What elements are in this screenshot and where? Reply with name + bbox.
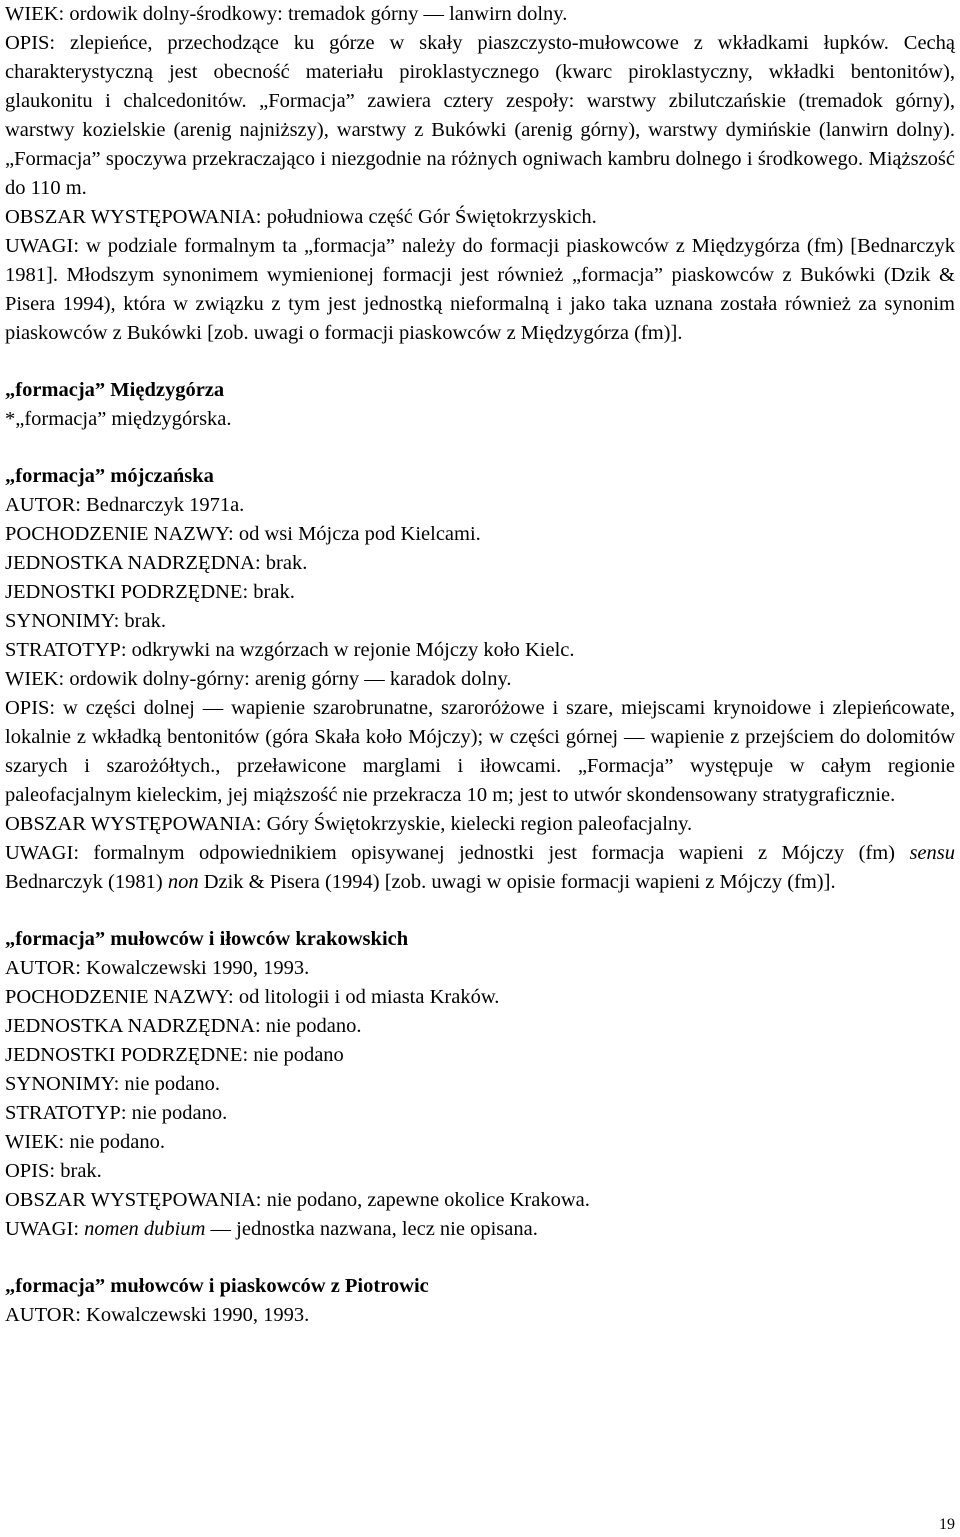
entry-heading: „formacja” mułowców i piaskowców z Piotrowic — [5, 1275, 429, 1297]
entry-mojczanska — [5, 462, 955, 897]
nadrzedna-line: JEDNOSTKA NADRZĘDNA: brak. — [5, 552, 308, 574]
page-number: 19 — [939, 1516, 955, 1533]
autor-line: AUTOR: Bednarczyk 1971a. — [5, 494, 245, 516]
uwagi-suffix: — jednostka nazwana, lecz nie opisana. — [205, 1218, 538, 1240]
uwagi-middle: Bednarczyk (1981) — [5, 871, 168, 893]
uwagi-prefix: UWAGI: — [5, 1218, 85, 1240]
entry-miedzygorza — [5, 376, 955, 434]
obszar-line: OBSZAR WYSTĘPOWANIA: Góry Świętokrzyskie, kielecki region paleofacjalny. — [5, 813, 693, 835]
obszar-line: OBSZAR WYSTĘPOWANIA: południowa część Gór Świętokrzyskich. — [5, 206, 597, 228]
pochodzenie-line: POCHODZENIE NAZWY: od litologii i od miasta Kraków. — [5, 986, 500, 1008]
opis-paragraph: OPIS: zlepieńce, przechodzące ku górze w skały piaszczysto-mułowcowe z wkładkami łupków. Cechą charakterystyczną jest obecność materiału piroklastycznego (kwarc piroklastyczny, wkładki bentonitów), glaukonitu i chalcedonitów. „Formacja” zawiera cztery zespoły: warstwy zbilutczańskie (tremadok górny), warstwy kozielskie (arenig najniższy), warstwy z Bukówki (arenig górny), warstwy dymińskie (lanwirn dolny). „Formacja” spoczywa przekraczająco i niezgodnie na różnych ogniwach kambru dolnego i środkowego. Miąższość do 110 m. — [5, 32, 955, 199]
entry-heading: „formacja” mójczańska — [5, 465, 214, 487]
pochodzenie-line: POCHODZENIE NAZWY: od wsi Mójcza pod Kielcami. — [5, 523, 481, 545]
wiek-line: WIEK: nie podano. — [5, 1131, 165, 1153]
uwagi-paragraph: UWAGI: w podziale formalnym ta „formacja” należy do formacji piaskowców z Międzygórza (fm) [Bednarczyk 1981]. Młodszym synonimem wymienionej formacji jest również „formacja” piaskowców z Bukówki (Dzik & Pisera 1994), która w związku z tym jest jednostką nieformalną i jako taka uznana została również za synonim piaskowców z Bukówki [zob. uwagi o formacji piaskowców z Międzygórza (fm)]. — [5, 235, 955, 344]
uwagi-italic-sensu: sensu — [909, 842, 955, 864]
nadrzedna-line: JEDNOSTKA NADRZĘDNA: nie podano. — [5, 1015, 362, 1037]
entry-piotrowic — [5, 1272, 955, 1330]
uwagi-prefix: UWAGI: formalnym odpowiednikiem opisywanej jednostki jest formacja wapieni z Mójczy (fm) — [5, 842, 910, 864]
opis-line: OPIS: brak. — [5, 1160, 102, 1182]
opis-paragraph: OPIS: w części dolnej — wapienie szarobrunatne, szaroróżowe i szare, miejscami krynoidowe i zlepieńcowate, lokalnie z wkładką bentonitów (góra Skała koło Mójczy); w części górnej — wapienie z przejściem do dolomitów szarych i szarożółtych., przeławicone marglami i iłowcami. „Formacja” występuje w całym regionie paleofacjalnym kieleckim, jej miąższość nie przekracza 10 m; jest to utwór skondensowany stratygraficznie. — [5, 697, 955, 806]
podrzedne-line: JEDNOSTKI PODRZĘDNE: nie podano — [5, 1044, 344, 1066]
stratotyp-line: STRATOTYP: odkrywki na wzgórzach w rejonie Mójczy koło Kielc. — [5, 639, 575, 661]
uwagi-line — [5, 1215, 955, 1244]
uwagi-italic: nomen dubium — [84, 1218, 206, 1240]
wiek-line: WIEK: ordowik dolny-górny: arenig górny — karadok dolny. — [5, 668, 512, 690]
podrzedne-line: JEDNOSTKI PODRZĘDNE: brak. — [5, 581, 295, 603]
stratotyp-line: STRATOTYP: nie podano. — [5, 1102, 228, 1124]
obszar-line: OBSZAR WYSTĘPOWANIA: nie podano, zapewne okolice Krakowa. — [5, 1189, 590, 1211]
synonimy-line: SYNONIMY: nie podano. — [5, 1073, 221, 1095]
intro-section — [5, 0, 955, 348]
autor-line: AUTOR: Kowalczewski 1990, 1993. — [5, 957, 310, 979]
entry-krakowskich — [5, 925, 955, 1244]
uwagi-paragraph — [5, 839, 955, 897]
synonimy-line: SYNONIMY: brak. — [5, 610, 166, 632]
document-page — [5, 0, 955, 1330]
uwagi-italic-non: non — [167, 871, 199, 893]
entry-line: *„formacja” międzygórska. — [5, 408, 232, 430]
entry-heading: „formacja” Międzygórza — [5, 379, 225, 401]
autor-line: AUTOR: Kowalczewski 1990, 1993. — [5, 1304, 310, 1326]
entry-heading: „formacja” mułowców i iłowców krakowskich — [5, 928, 409, 950]
uwagi-suffix: Dzik & Pisera (1994) [zob. uwagi w opisie formacji wapieni z Mójczy (fm)]. — [198, 871, 836, 893]
wiek-line: WIEK: ordowik dolny-środkowy: tremadok górny — lanwirn dolny. — [5, 3, 568, 25]
